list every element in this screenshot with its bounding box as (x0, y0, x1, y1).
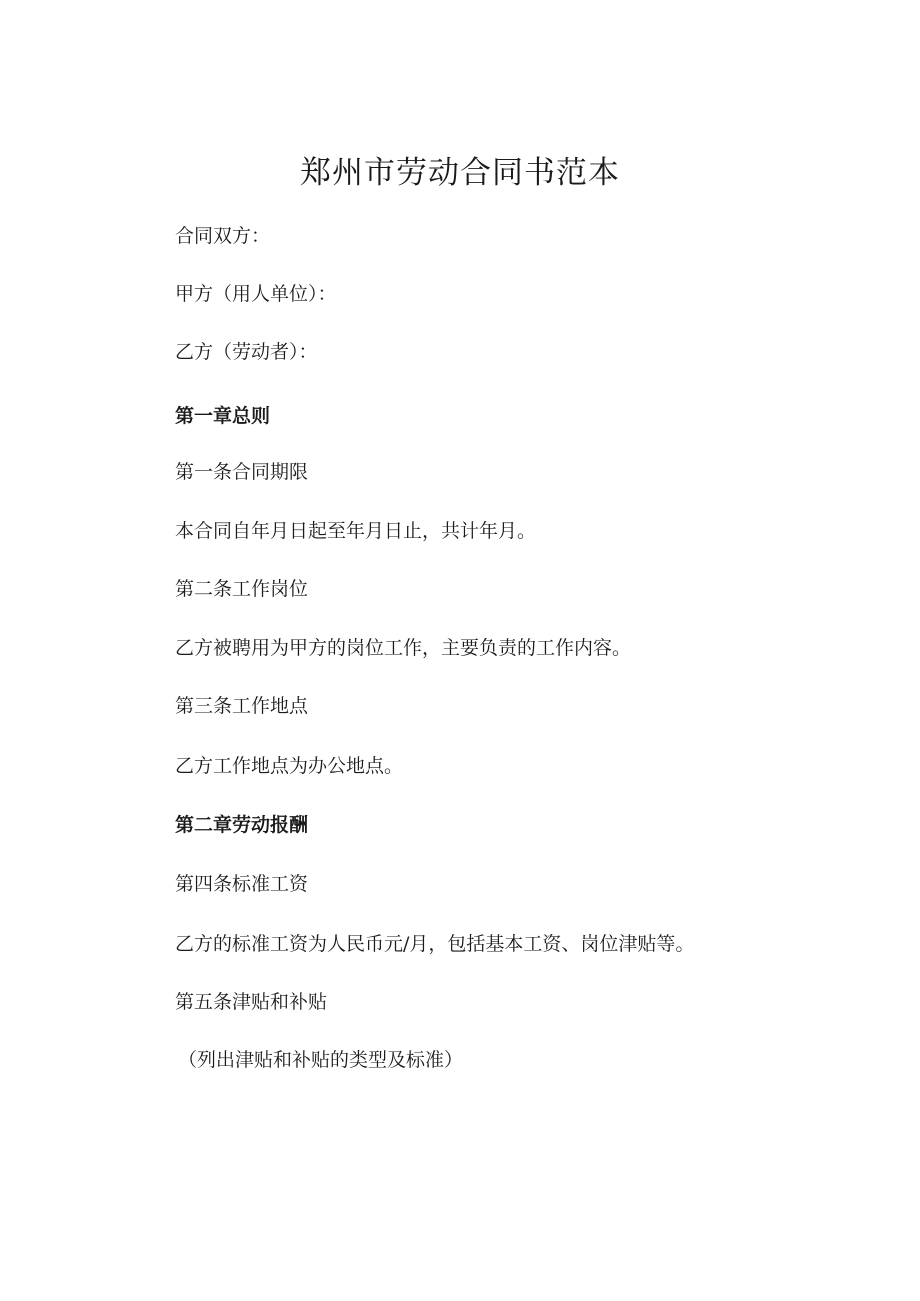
article-2-title: 第二条工作岗位 (175, 578, 309, 600)
article-5-title: 第五条津贴和补贴 (175, 991, 328, 1013)
party-b-label: 乙方（劳动者）： (175, 341, 318, 363)
article-3-title: 第三条工作地点 (175, 695, 309, 717)
parties-heading: 合同双方： (175, 225, 271, 247)
article-3-text: 乙方工作地点为办公地点。 (175, 755, 404, 777)
article-2-text: 乙方被聘用为甲方的岗位工作，主要负责的工作内容。 (175, 637, 632, 659)
article-1-title: 第一条合同期限 (175, 461, 309, 483)
article-5-text: （列出津贴和补贴的类型及标准） (178, 1049, 464, 1071)
article-1-text: 本合同自年月日起至年月日止，共计年月。 (175, 520, 537, 542)
document-title: 郑州市劳动合同书范本 (300, 155, 620, 191)
chapter-1-heading: 第一章总则 (175, 405, 271, 427)
article-4-text: 乙方的标准工资为人民币元/月，包括基本工资、岗位津贴等。 (175, 933, 695, 955)
chapter-2-heading: 第二章劳动报酬 (175, 814, 309, 836)
article-4-title: 第四条标准工资 (175, 873, 309, 895)
party-a-label: 甲方（用人单位）： (175, 283, 337, 305)
